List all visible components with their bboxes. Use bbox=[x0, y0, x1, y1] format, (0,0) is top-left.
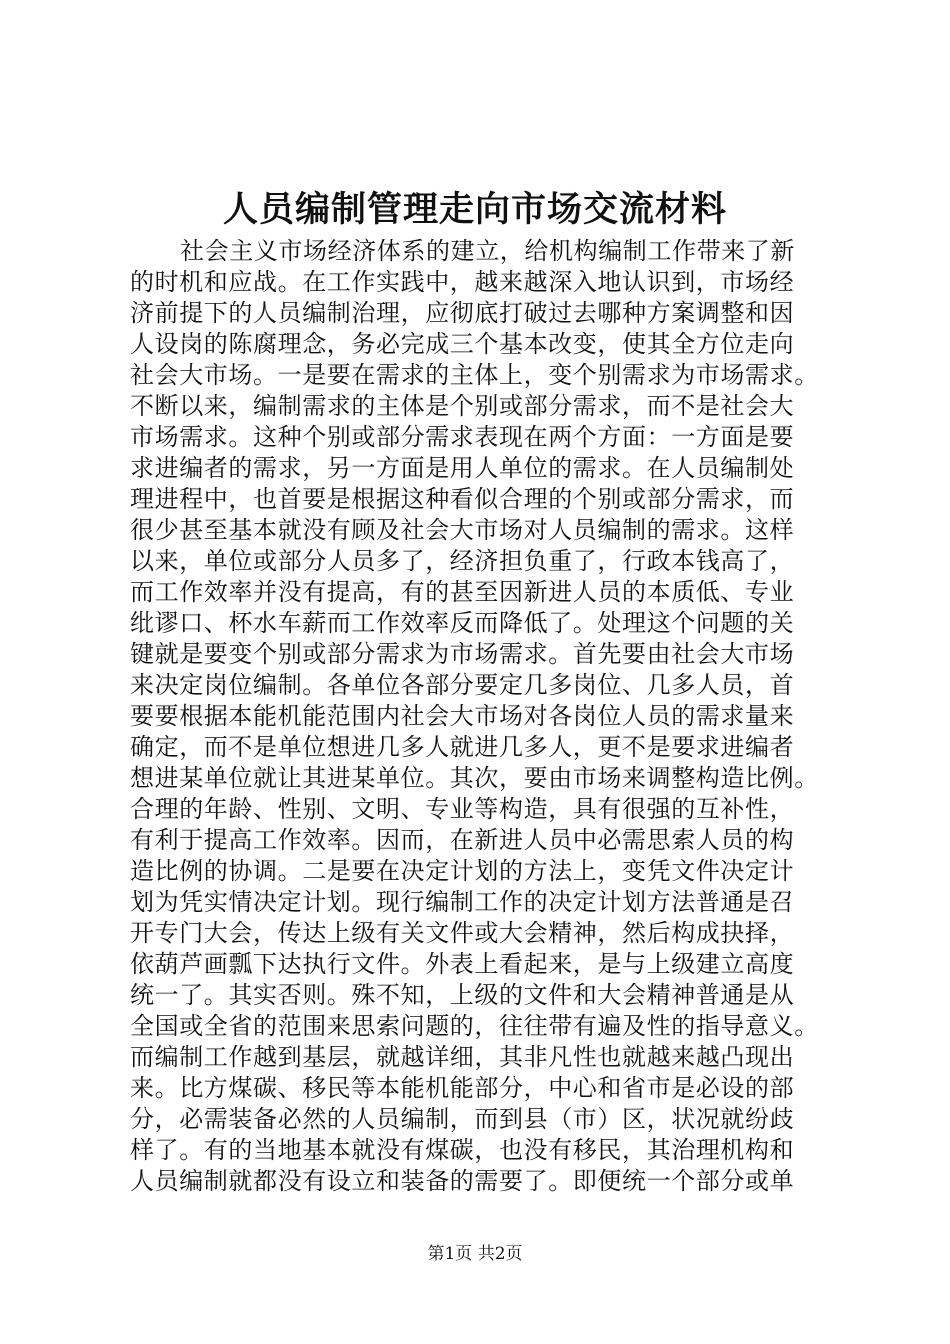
body-line: 而编制工作越到基层，就越详细，其非凡性也就越来越凸现出 bbox=[130, 1043, 795, 1071]
body-line: 有利于提高工作效率。因而，在新进人员中必需思索人员的构 bbox=[130, 826, 795, 854]
body-line: 人员编制就都没有设立和装备的需要了。即便统一个部分或单 bbox=[130, 1167, 795, 1195]
body-line: 造比例的协调。二是要在决定计划的方法上，变凭文件决定计 bbox=[130, 857, 795, 885]
body-line: 统一了。其实否则。殊不知，上级的文件和大会精神普通是从 bbox=[130, 981, 795, 1009]
body-line: 纰谬口、杯水车薪而工作效率反而降低了。处理这个问题的关 bbox=[130, 609, 795, 637]
page-number: 第1页 bbox=[427, 1244, 473, 1264]
body-line: 以来，单位或部分人员多了，经济担负重了，行政本钱高了， bbox=[130, 547, 795, 575]
body-line: 人设岗的陈腐理念，务必完成三个基本改变，使其全方位走向 bbox=[130, 330, 795, 358]
body-line: 而工作效率并没有提高，有的甚至因新进人员的本质低、专业 bbox=[130, 578, 795, 606]
body-line: 理进程中，也首要是根据这种看似合理的个别或部分需求，而 bbox=[130, 485, 795, 513]
body-line: 确定，而不是单位想进几多人就进几多人，更不是要求进编者 bbox=[130, 733, 795, 761]
body-line: 来。比方煤碳、移民等本能机能部分，中心和省市是必设的部 bbox=[130, 1074, 795, 1102]
body-line: 分，必需装备必然的人员编制，而到县（市）区，状况就纷歧 bbox=[130, 1105, 795, 1133]
body-line: 求进编者的需求，另一方面是用人单位的需求。在人员编制处 bbox=[130, 454, 795, 482]
body-line: 社会大市场。一是要在需求的主体上，变个别需求为市场需求。 bbox=[130, 361, 819, 389]
body-line: 济前提下的人员编制治理，应彻底打破过去哪种方案调整和因 bbox=[130, 299, 795, 327]
body-line: 的时机和应战。在工作实践中，越来越深入地认识到，市场经 bbox=[130, 268, 795, 296]
body-line: 很少甚至基本就没有顾及社会大市场对人员编制的需求。这样 bbox=[130, 516, 795, 544]
body-line: 社会主义市场经济体系的建立，给机构编制工作带来了新 bbox=[180, 237, 795, 265]
page-total: 共2页 bbox=[477, 1244, 523, 1264]
page-footer bbox=[0, 1242, 950, 1266]
body-line: 想进某单位就让其进某单位。其次，要由市场来调整构造比例。 bbox=[130, 764, 819, 792]
body-line: 样了。有的当地基本就没有煤碳，也没有移民，其治理机构和 bbox=[130, 1136, 795, 1164]
document-body bbox=[130, 236, 840, 1197]
document-title: 人员编制管理走向市场交流材料 bbox=[222, 189, 727, 230]
body-line: 开专门大会，传达上级有关文件或大会精神，然后构成抉择， bbox=[130, 919, 795, 947]
body-line: 键就是要变个别或部分需求为市场需求。首先要由社会大市场 bbox=[130, 640, 795, 668]
body-line: 合理的年龄、性别、文明、专业等构造，具有很强的互补性， bbox=[130, 795, 795, 823]
body-line: 要要根据本能机能范围内社会大市场对各岗位人员的需求量来 bbox=[130, 702, 795, 730]
body-line: 划为凭实情决定计划。现行编制工作的决定计划方法普通是召 bbox=[130, 888, 795, 916]
body-line: 不断以来，编制需求的主体是个别或部分需求，而不是社会大 bbox=[130, 392, 795, 420]
body-line: 来决定岗位编制。各单位各部分要定几多岗位、几多人员，首 bbox=[130, 671, 795, 699]
body-line: 全国或全省的范围来思索问题的，往往带有遍及性的指导意义。 bbox=[130, 1012, 819, 1040]
body-line: 市场需求。这种个别或部分需求表现在两个方面：一方面是要 bbox=[130, 423, 795, 451]
body-line: 依葫芦画瓢下达执行文件。外表上看起来，是与上级建立高度 bbox=[130, 950, 795, 978]
